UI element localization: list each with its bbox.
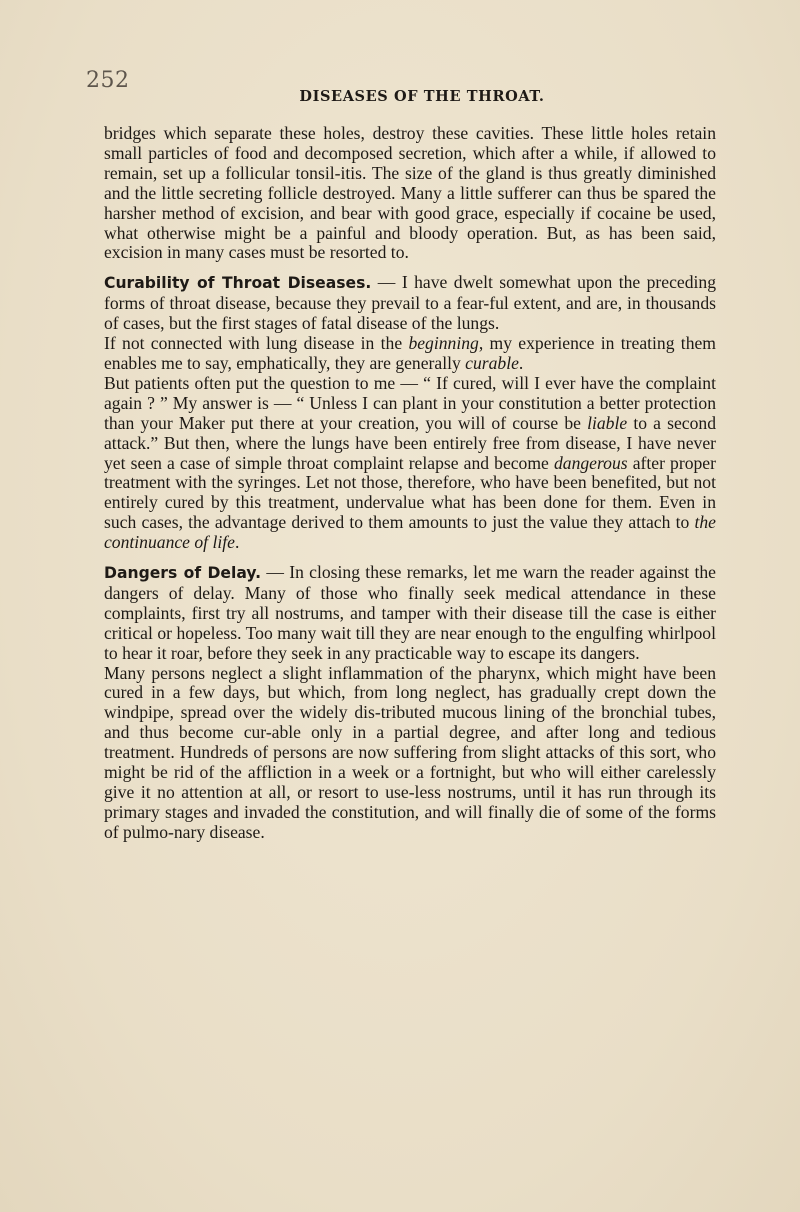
- running-head-text: DISEASES OF THE THROAT.: [299, 88, 545, 105]
- paragraph-lung-disease: If not connected with lung disease in the beginning, my experience in treating them enables me to say, emphatically, they are generally curable.: [104, 333, 716, 373]
- paragraph-relapse: But patients often put the question to me — “ If cured, will I ever have the complaint again ? ” My answer is — “ Unless I can plant in your constitution a better protection than your Maker put there at your creation, you will of course be liable to a second attack.” But then, where the lungs have been entirely free from disease, I have never yet seen a case of simple throat complaint relapse and become dangerous after proper treatment with the syringes. Let not those, therefore, who have been benefited, but not entirely cured by this treatment, undervalue what has been done for them. Even in such cases, the advantage derived to them amounts to just the value they attach to the continuance of life.: [104, 372, 716, 553]
- paragraph-dangers-of-delay: Dangers of Delay. — In closing these remarks, let me warn the reader against the dangers of delay. Many of those who finally seek medical attendance in these complaints, first try all nostrums, and tamper with their disease till the case is either critical or hopeless. Too many wait till they are near enough to the engulfing whirlpool to hear it roar, before they seek in any practicable way to escape its dangers.: [104, 562, 716, 663]
- paragraph-curability: Curability of Throat Diseases. — I have dwelt somewhat upon the preceding forms of throat disease, because they prevail to a fear-ful extent, and are, in thousands of cases, but the first stages of fatal disease of the lungs.: [104, 272, 716, 334]
- body-text: [104, 124, 716, 843]
- section-heading-dangers-of-delay: Dangers of Delay.: [104, 564, 262, 583]
- section-heading-curability: Curability of Throat Diseases.: [104, 274, 372, 293]
- paragraph-excision: bridges which separate these holes, destroy these cavities. These little holes retain small particles of food and decomposed secretion, which after a while, if allowed to remain, set up a follicular tonsil-itis. The size of the gland is thus greatly diminished and the little secreting follicle destroyed. Many a little sufferer can thus be spared the harsher method of excision, and bear with good grace, especially if cocaine be used, what otherwise might be a painful and bloody operation. But, as has been said, excision in many cases must be resorted to.: [104, 123, 716, 263]
- running-head: [0, 88, 800, 105]
- page-number: 252: [86, 68, 130, 93]
- paragraph-neglect: Many persons neglect a slight inflammation of the pharynx, which might have been cured in a few days, but which, from long neglect, has gradually crept down the windpipe, spread over the widely dis-tributed mucous lining of the bronchial tubes, and thus become cur-able only in a partial degree, and after long and tedious treatment. Hundreds of persons are now suffering from slight attacks of this sort, who might be rid of the affliction in a week or a fortnight, but who will either carelessly give it no attention at all, or resort to use-less nostrums, until it has run through its primary stages and invaded the constitution, and will finally die of some of the forms of pulmo-nary disease.: [104, 662, 716, 842]
